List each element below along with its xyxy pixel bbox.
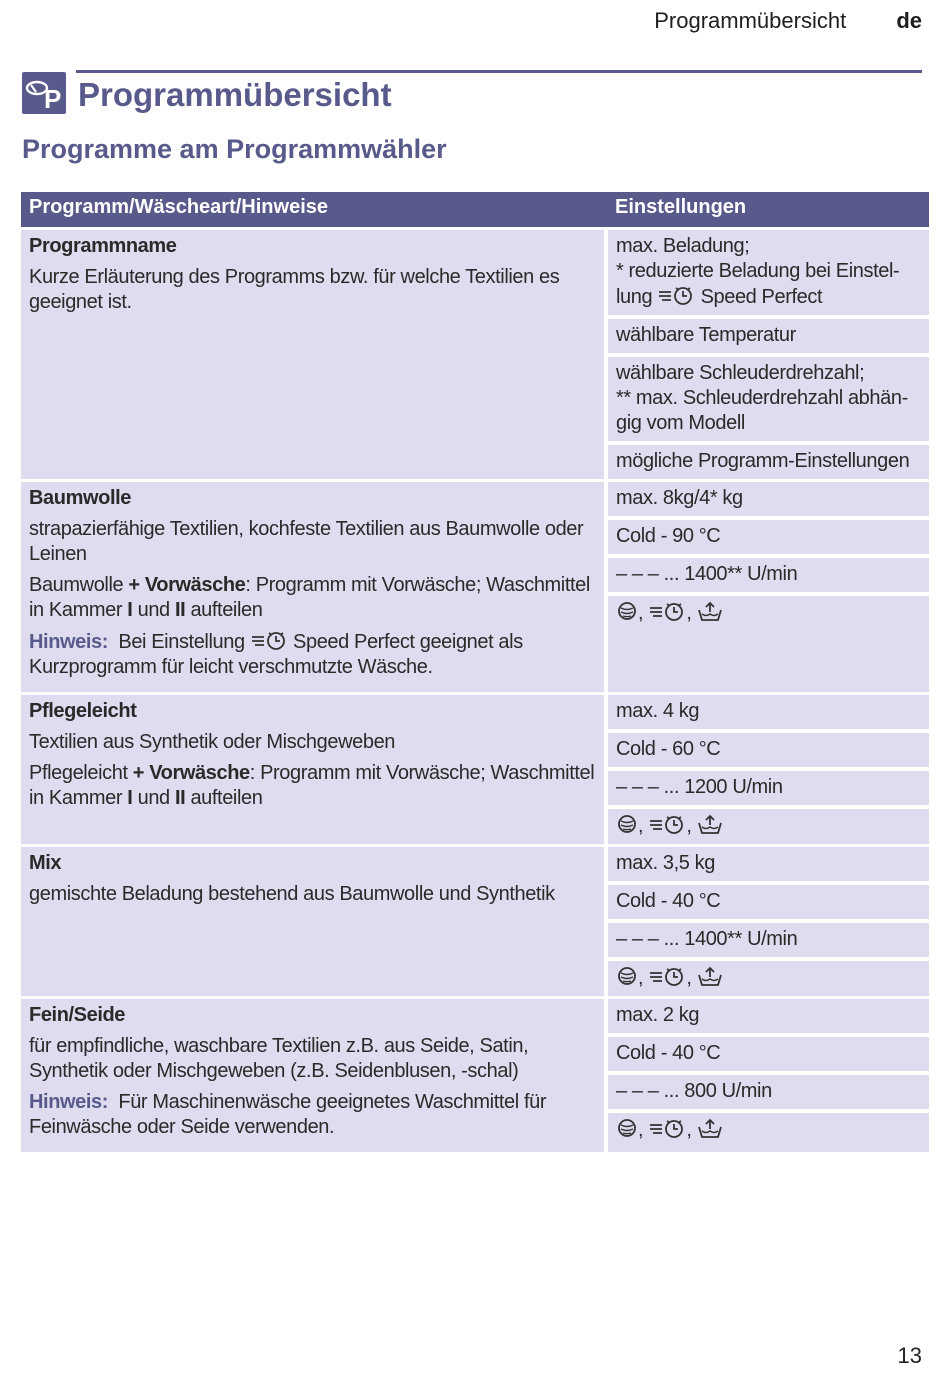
speed-perfect-icon: [648, 813, 686, 835]
program-description: strapazierfähige Textilien, kochfeste Textilien aus Baumwolle oder Leinen: [29, 518, 584, 565]
speed-perfect-icon: [648, 1117, 686, 1139]
program-load: max. 4 kg: [608, 695, 929, 729]
program-overview-icon: [22, 72, 66, 114]
speed-perfect-icon: [657, 284, 695, 306]
program-temperature: Cold - 40 °C: [608, 885, 929, 919]
table-row-legend: [21, 230, 929, 479]
program-options: , ,: [608, 1113, 929, 1152]
program-name: Mix: [29, 852, 62, 874]
header-rule: [76, 70, 922, 73]
speed-perfect-icon: [648, 600, 686, 622]
speed-perfect-icon: [250, 629, 288, 651]
program-hint: Hinweis: Für Maschinenwäsche geeignetes Waschmittel für Feinwäsche oder Seide verwenden.: [29, 1091, 547, 1138]
rinse-plus-icon: [697, 813, 723, 835]
legend-temperature: wählbare Temperatur: [608, 319, 929, 353]
program-spin: – – – ... 1400** U/min: [608, 558, 929, 592]
prewash-icon: [616, 600, 638, 622]
program-load: max. 8kg/4* kg: [608, 482, 929, 516]
running-header: [654, 8, 922, 34]
legend-name: Programmname: [29, 235, 177, 257]
prewash-icon: [616, 1117, 638, 1139]
table-row-pflegeleicht: [21, 695, 929, 844]
language-code: de: [896, 8, 922, 33]
table-header: [21, 192, 929, 227]
program-name: Pflegeleicht: [29, 700, 137, 722]
program-load: max. 3,5 kg: [608, 847, 929, 881]
rinse-plus-icon: [697, 600, 723, 622]
program-options: , ,: [608, 596, 929, 692]
table-row-baumwolle: [21, 482, 929, 692]
svg-text:P: P: [44, 84, 62, 114]
program-spin: – – – ... 800 U/min: [608, 1075, 929, 1109]
program-temperature: Cold - 40 °C: [608, 1037, 929, 1071]
program-options: , ,: [608, 809, 929, 844]
legend-options: mögliche Programm-Einstellungen: [608, 445, 929, 479]
program-table: [21, 192, 929, 1152]
program-options: , ,: [608, 961, 929, 996]
legend-settings: [608, 230, 929, 479]
legend-load: max. Beladung; * reduzierte Beladung bei Einstel- lung Speed Perfect: [608, 230, 929, 315]
prewash-icon: [616, 813, 638, 835]
table-row-mix: [21, 847, 929, 996]
program-prewash-note: Pflegeleicht + Vorwäsche: Programm mit Vorwäsche; Waschmittel in Kammer I und II aufteilen: [29, 762, 595, 809]
legend-description-cell: [21, 230, 604, 479]
program-load: max. 2 kg: [608, 999, 929, 1033]
program-description: Textilien aus Synthetik oder Mischgeweben: [29, 731, 396, 753]
program-prewash-note: Baumwolle + Vorwäsche: Programm mit Vorwäsche; Waschmittel in Kammer I und II aufteilen: [29, 574, 590, 621]
rinse-plus-icon: [697, 965, 723, 987]
column-header-program: Programm/Wäscheart/Hinweise: [29, 196, 328, 218]
program-hint: Hinweis: Bei Einstellung Speed Perfect geeignet als Kurzprogramm für leicht verschmutzte Wäsche.: [29, 631, 523, 678]
legend-spin: wählbare Schleuderdrehzahl; ** max. Schleuderdrehzahl abhän-gig vom Modell: [608, 357, 929, 441]
prewash-icon: [616, 965, 638, 987]
program-spin: – – – ... 1400** U/min: [608, 923, 929, 957]
program-spin: – – – ... 1200 U/min: [608, 771, 929, 805]
speed-perfect-icon: [648, 965, 686, 987]
table-row-fein-seide: [21, 999, 929, 1152]
section-title: Programme am Programmwähler: [22, 134, 447, 164]
column-header-settings: Einstellungen: [615, 196, 747, 218]
running-title: Programmübersicht: [654, 8, 847, 33]
rinse-plus-icon: [697, 1117, 723, 1139]
page-number: 13: [897, 1343, 922, 1368]
program-temperature: Cold - 60 °C: [608, 733, 929, 767]
program-description: für empfindliche, waschbare Textilien z.B. aus Seide, Satin, Synthetik oder Mischgeweben (z.B. Seidenblusen, -schal): [29, 1035, 529, 1082]
program-name: Baumwolle: [29, 487, 131, 509]
program-description: gemischte Beladung bestehend aus Baumwolle und Synthetik: [29, 883, 555, 905]
program-temperature: Cold - 90 °C: [608, 520, 929, 554]
program-name: Fein/Seide: [29, 1004, 126, 1026]
legend-description: Kurze Erläuterung des Programms bzw. für welche Textilien es geeignet ist.: [29, 266, 560, 313]
chapter-title: Programmübersicht: [78, 76, 392, 113]
